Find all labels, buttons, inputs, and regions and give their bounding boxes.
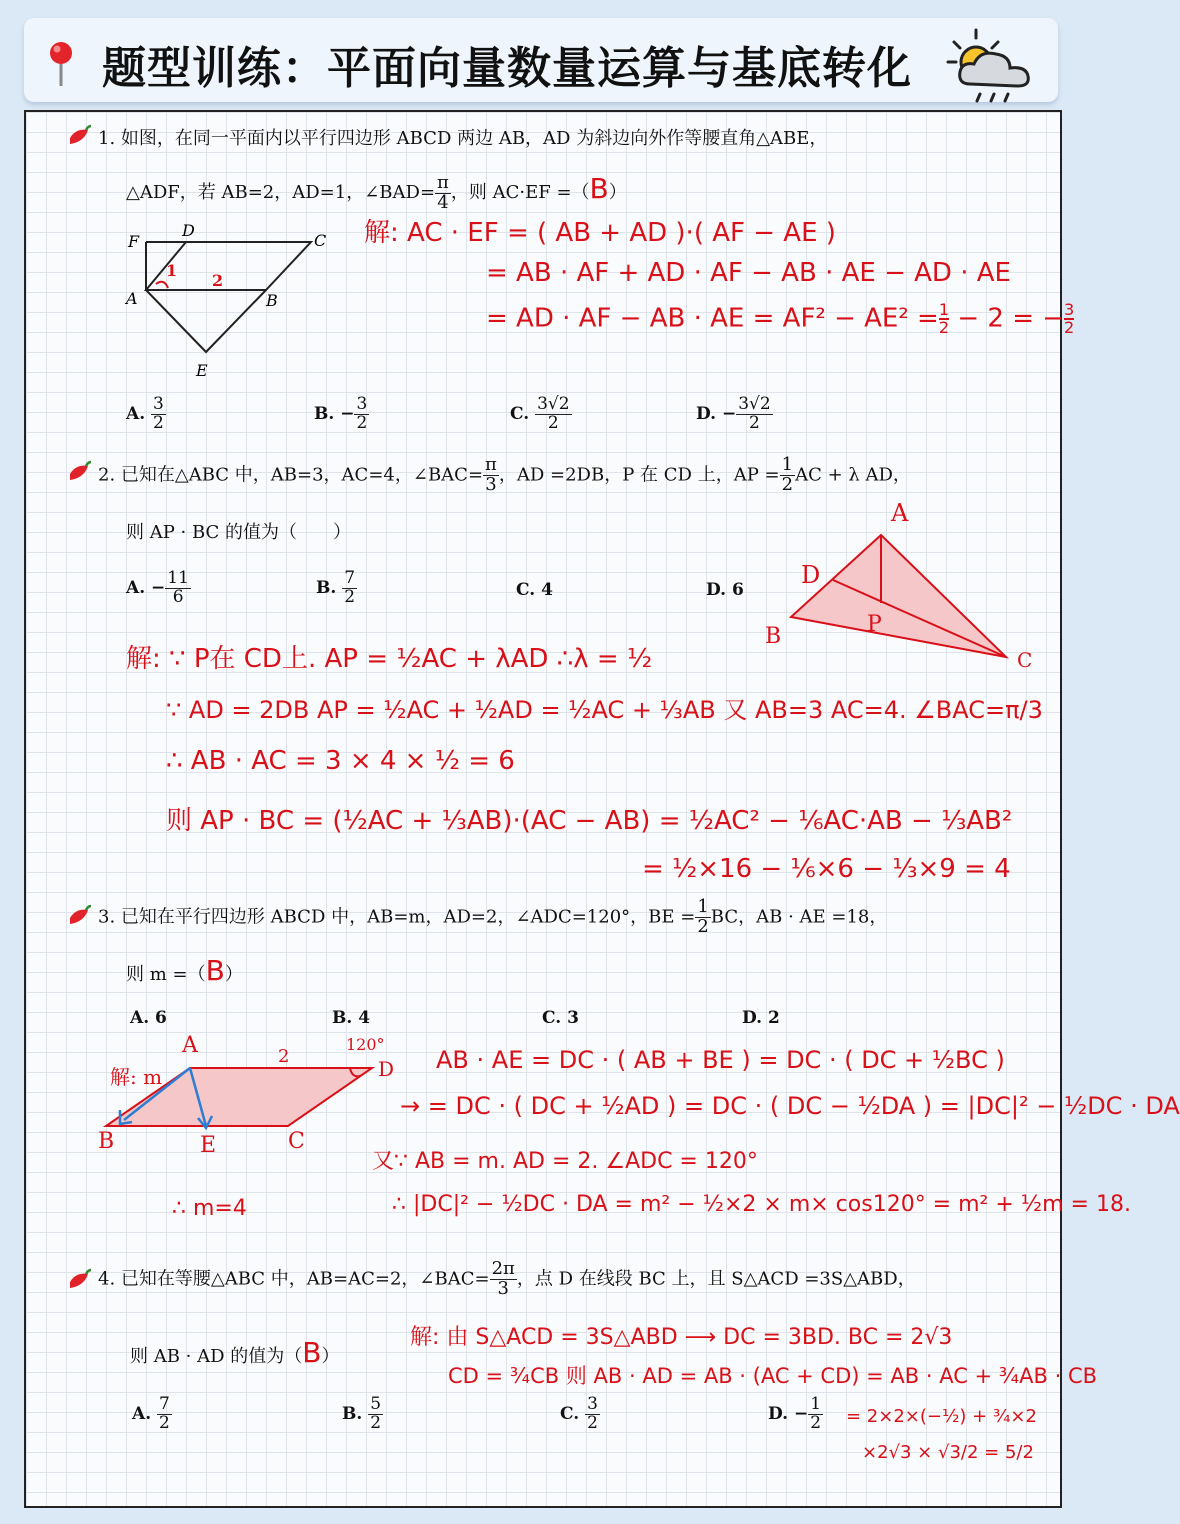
q3-mark-m: 解: m — [110, 1065, 163, 1089]
q4-solution-line1: 解: 由 S△ACD = 3S△ABD ⟶ DC = 3BD. BC = 2√3 — [410, 1325, 953, 1350]
q3-option-b: B. 4 — [332, 1008, 371, 1028]
q2-solution-line3: ∴ AB · AC = 3 × 4 × ½ = 6 — [166, 746, 515, 776]
page-title: 题型训练：平面向量数量运算与基底转化 — [102, 43, 912, 94]
q4-solution-line2: CD = ¾CB 则 AB · AD = AB · (AC + CD) = AB · AC + ¾AB · CB — [448, 1364, 1098, 1388]
q2-label-D: D — [801, 561, 821, 589]
q1-option-a: A. $\frac{3}{2}$ — [126, 394, 164, 433]
q2-stem-line1: 2. 已知在△ABC 中，AB=3，AC=4，∠BAC= $\frac{\pi}{3}$ ，AD =2DB，P 在 CD 上，AP = $\frac{1}{2}$ AC + λ AD， — [98, 454, 911, 495]
q3-mark-2: 2 — [278, 1046, 290, 1067]
q3-option-a: A. 6 — [130, 1008, 167, 1028]
q3-parallelogram-figure — [96, 1030, 406, 1170]
q2-option-c: C. 4 — [516, 580, 553, 600]
q3-answer: B — [205, 954, 225, 987]
q3-option-c: C. 3 — [542, 1008, 579, 1028]
q1-solution-line2: = AB · AF + AD · AF − AB · AE − AD · AE — [486, 258, 1011, 288]
q2-label-C: C — [1017, 648, 1033, 672]
chili-pepper-icon — [66, 1268, 92, 1290]
q1-label-E: E — [196, 361, 208, 380]
q3-mark-angle: 120° — [346, 1035, 385, 1054]
q4-stem-line2: 则 AB · AD 的值为（B） — [130, 1336, 340, 1369]
q3-solution-line1: AB · AE = DC · ( AB + BE ) = DC · ( DC + ½BC ) — [436, 1046, 1005, 1074]
q1-label-C: C — [314, 231, 327, 250]
q1-stem-line1: 1. 如图，在同一平面内以平行四边形 ABCD 两边 AB，AD 为斜边向外作等腰直角△ABE， — [98, 128, 828, 149]
q4-solution-line4: ×2√3 × √3/2 = 5/2 — [862, 1442, 1034, 1463]
q3-label-A: A — [182, 1033, 198, 1058]
q1-solution-line1: 解: AC · EF = ( AB + AD )·( AF − AE ) — [364, 218, 836, 248]
q4-stem-line1: 4. 已知在等腰△ABC 中，AB=AC=2，∠BAC= $\frac{2\pi}{3}$ ，点 D 在线段 BC 上，且 S△ACD =3S△ABD， — [98, 1258, 916, 1299]
q4-solution-line3: = 2×2×(−½) + ¾×2 — [846, 1406, 1037, 1427]
q2-solution-line1: 解: ∵ P在 CD上. AP = ½AC + λAD ∴λ = ½ — [126, 644, 653, 674]
q1-label-A: A — [126, 289, 138, 308]
q1-label-D: D — [182, 221, 195, 240]
q3-solution-line2: → = DC · ( DC + ½AD ) = DC · ( DC − ½DA ) = |DC|² − ½DC · DA — [400, 1092, 1180, 1120]
q3-label-D: D — [378, 1057, 395, 1081]
q3-label-E: E — [200, 1133, 217, 1158]
q2-solution-line4: 则 AP · BC = (½AC + ⅓AB)·(AC − AB) = ½AC² − ⅙AC·AB − ⅓AB² — [166, 806, 1013, 836]
title-banner — [24, 18, 1058, 102]
q2-option-b: B. $\frac{7}{2}$ — [316, 568, 356, 607]
q1-option-c: C. $\frac{3√2}{2}$ — [510, 394, 570, 433]
q2-label-A: A — [891, 499, 909, 527]
q1-solution-line3: = AD · AF − AB · AE = AF² − AE² = $\frac{1}{2}$ − 2 = − $\frac{3}{2}$ — [486, 300, 1075, 338]
q3-option-d: D. 2 — [742, 1008, 780, 1028]
q4-answer: B — [302, 1336, 322, 1369]
q1-parallelogram-figure — [116, 222, 346, 382]
q1-option-d: D. − $\frac{3√2}{2}$ — [696, 394, 771, 433]
q1-label-F: F — [128, 232, 140, 251]
q4-option-d: D. − $\frac{1}{2}$ — [768, 1394, 822, 1433]
q3-solution-line4: ∴ |DC|² − ½DC · DA = m² − ½×2 × m× cos120° = m² + ½m = 18. — [392, 1192, 1131, 1217]
chili-pepper-icon — [66, 904, 92, 926]
q3-solution-line5: ∴ m=4 — [172, 1196, 247, 1221]
q1-stem-line2: △ADF，若 AB=2，AD=1，∠BAD= $\frac{\pi}{4}$ ，则 AC·EF =（B） — [126, 171, 627, 213]
sun-cloud-rain-icon — [936, 24, 1046, 104]
q3-label-C: C — [288, 1129, 305, 1154]
q1-answer: B — [589, 172, 609, 205]
q3-label-B: B — [98, 1129, 115, 1154]
q1-label-B: B — [266, 291, 278, 310]
q3-stem-line1: 3. 已知在平行四边形 ABCD 中，AB=m，AD=2，∠ADC=120°，BE = $\frac{1}{2}$ BC，AB · AE =18， — [98, 896, 888, 937]
q4-option-c: C. $\frac{3}{2}$ — [560, 1394, 598, 1433]
q1-mark-1: 1 — [166, 261, 178, 280]
q2-option-a: A. − $\frac{11}{6}$ — [126, 568, 189, 607]
q2-label-P: P — [867, 612, 882, 637]
pushpin-icon — [46, 40, 76, 90]
q4-option-b: B. $\frac{5}{2}$ — [342, 1394, 382, 1433]
q4-option-a: A. $\frac{7}{2}$ — [132, 1394, 170, 1433]
q2-stem-line2: 则 AP · BC 的值为（ ） — [126, 522, 352, 543]
q3-solution-line3: 又∵ AB = m. AD = 2. ∠ADC = 120° — [372, 1149, 758, 1174]
worksheet — [24, 110, 1180, 1508]
q3-stem-line2: 则 m =（B） — [126, 954, 243, 987]
q2-option-d: D. 6 — [706, 580, 744, 600]
q2-solution-line2: ∵ AD = 2DB AP = ½AC + ½AD = ½AC + ⅓AB 又 AB=3 AC=4. ∠BAC=π/3 — [166, 696, 1043, 724]
q2-label-B: B — [765, 624, 782, 649]
q2-solution-line5: = ½×16 − ⅙×6 − ⅓×9 = 4 — [642, 854, 1011, 884]
q2-triangle-figure — [761, 497, 1061, 677]
chili-pepper-icon — [66, 124, 92, 146]
q1-option-b: B. − $\frac{3}{2}$ — [314, 394, 368, 433]
q1-mark-2: 2 — [212, 271, 224, 290]
chili-pepper-icon — [66, 460, 92, 482]
